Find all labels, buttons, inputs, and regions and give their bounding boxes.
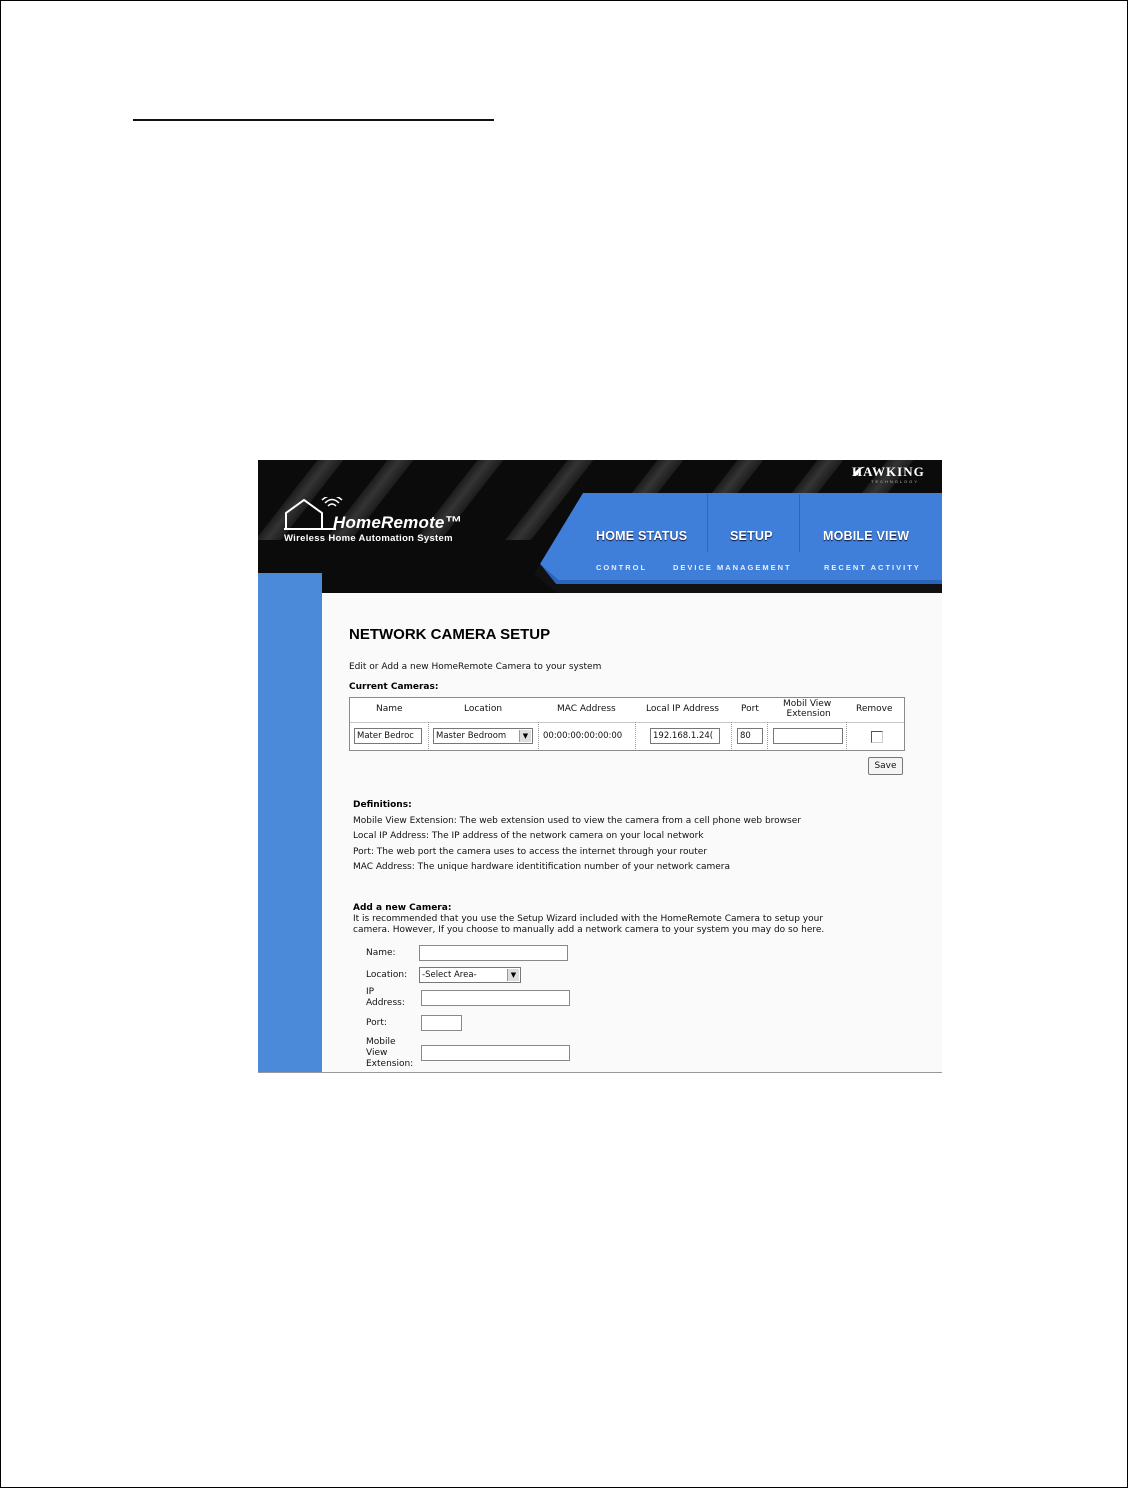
logo-subtitle: Wireless Home Automation System [284, 533, 453, 544]
page-intro: Edit or Add a new HomeRemote Camera to your system [349, 662, 602, 672]
nav-divider [799, 494, 800, 552]
new-camera-location-select[interactable] [419, 967, 521, 983]
new-camera-mobile-label [366, 1037, 413, 1070]
column-header-port: Port [741, 704, 759, 714]
camera-mobile-extension-input[interactable] [773, 728, 843, 744]
new-camera-ip-label-line2: Address: [366, 998, 405, 1008]
logo-title: HomeRemote™ [333, 513, 462, 532]
nav-home-status[interactable]: HOME STATUS [596, 529, 688, 543]
column-separator [428, 722, 430, 749]
column-separator [767, 722, 769, 749]
definition-item: MAC Address: The unique hardware identitification number of your network camera [353, 862, 730, 872]
camera-ip-input[interactable]: 192.168.1.24( [650, 728, 720, 744]
column-separator [731, 722, 733, 749]
save-button[interactable]: Save [868, 757, 903, 775]
new-camera-mobile-label-line1: Mobile [366, 1037, 396, 1047]
column-header-name: Name [376, 704, 403, 714]
new-camera-port-input[interactable] [421, 1015, 462, 1031]
column-header-mobile-line2: Extension [786, 709, 831, 719]
homeremote-screenshot [258, 460, 942, 1073]
definition-item: Local IP Address: The IP address of the network camera on your local network [353, 831, 704, 841]
dropdown-arrow-icon: ▼ [507, 969, 519, 981]
column-separator [846, 722, 848, 749]
column-header-location: Location [464, 704, 503, 714]
camera-mac-address: 00:00:00:00:00:00 [543, 731, 623, 741]
new-camera-name-input[interactable] [419, 945, 568, 961]
site-header [258, 460, 942, 593]
company-logo-subtitle: TECHNOLOGY [871, 479, 920, 484]
nav-divider [707, 494, 708, 552]
new-camera-mobile-label-line3: Extension: [366, 1059, 414, 1069]
camera-name-input[interactable]: Mater Bedroc [354, 728, 422, 744]
camera-location-value: Master Bedroom [436, 731, 507, 741]
nav-mobile-view[interactable]: MOBILE VIEW [823, 529, 910, 543]
company-logo: HAWKING [852, 464, 925, 479]
column-header-mobile-line1: Mobil View [783, 699, 832, 709]
new-camera-mobile-label-line2: View [366, 1048, 388, 1058]
new-camera-location-value: -Select Area- [422, 970, 477, 980]
definition-item: Mobile View Extension: The web extension used to view the camera from a cell phone web browser [353, 816, 801, 826]
add-camera-heading: Add a new Camera: [353, 903, 452, 913]
add-camera-description-line1: It is recommended that you use the Setup Wizard included with the HomeRemote Camera to setup your [353, 914, 824, 924]
definitions-heading: Definitions: [353, 800, 412, 810]
dropdown-arrow-icon: ▼ [519, 730, 531, 742]
document-heading-underline [133, 119, 494, 121]
camera-remove-checkbox[interactable] [871, 731, 883, 743]
new-camera-ip-input[interactable] [421, 990, 570, 1006]
left-sidebar [258, 573, 322, 1072]
subnav-recent-activity[interactable]: RECENT ACTIVITY [824, 563, 921, 572]
current-cameras-label: Current Cameras: [349, 682, 439, 692]
subnav-device-management[interactable]: DEVICE MANAGEMENT [673, 563, 792, 572]
subnav-control[interactable]: CONTROL [596, 563, 648, 572]
column-header-mobile [783, 699, 831, 719]
column-separator [538, 722, 540, 749]
new-camera-port-label: Port: [366, 1018, 387, 1028]
column-header-ip: Local IP Address [646, 704, 719, 714]
new-camera-ip-label-line1: IP [366, 987, 375, 997]
new-camera-ip-label [366, 987, 405, 1009]
add-camera-description-line2: camera. However, If you choose to manually add a network camera to your system you may do so here. [353, 925, 825, 935]
page-title: NETWORK CAMERA SETUP [349, 626, 551, 643]
column-header-remove: Remove [856, 704, 893, 714]
column-separator [635, 722, 637, 749]
camera-port-input[interactable]: 80 [737, 728, 763, 744]
current-cameras-table [349, 697, 905, 751]
nav-setup[interactable]: SETUP [730, 529, 773, 543]
new-camera-name-label: Name: [366, 948, 396, 958]
camera-location-select[interactable] [433, 728, 533, 744]
definition-item: Port: The web port the camera uses to access the internet through your router [353, 847, 708, 857]
new-camera-location-label: Location: [366, 970, 408, 980]
column-header-mac: MAC Address [557, 704, 616, 714]
table-header-row [350, 698, 904, 723]
new-camera-mobile-extension-input[interactable] [421, 1045, 570, 1061]
